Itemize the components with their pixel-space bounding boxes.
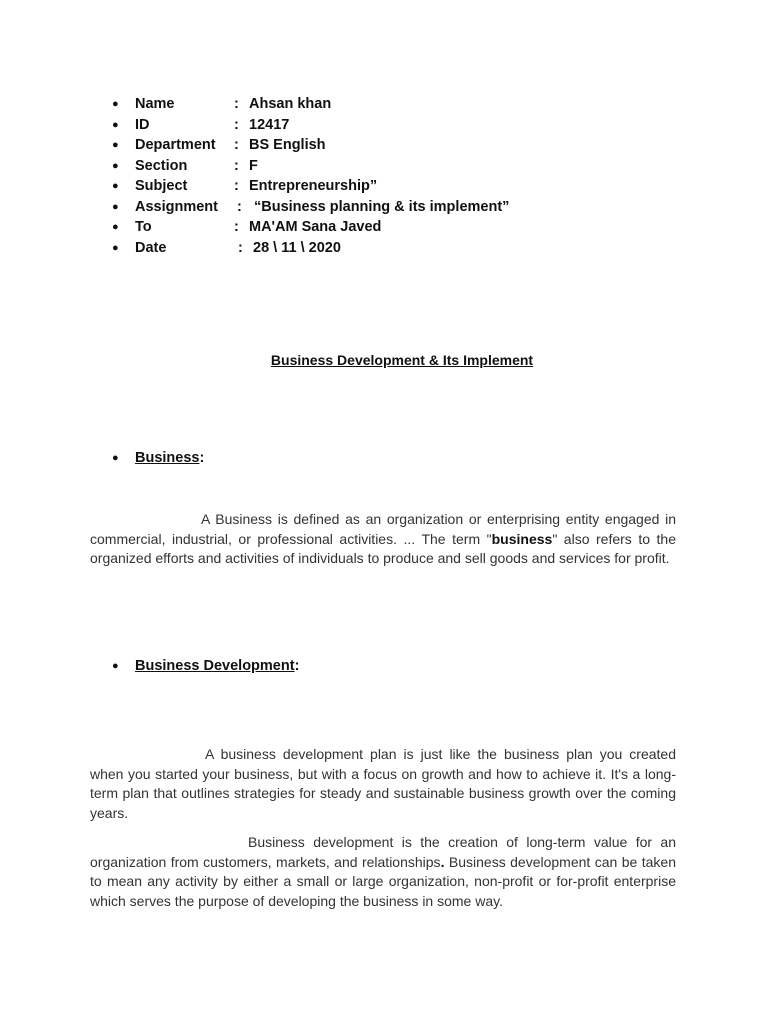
paragraph-text: A Business is defined as an organization or enterprising entity engaged in commercial, industrial, or professional activities. ... The term "	[90, 511, 676, 547]
section-heading-business	[112, 450, 204, 466]
info-label: Subject	[135, 178, 188, 194]
section-heading-business-development	[112, 658, 299, 674]
section-heading-text: Business Development	[135, 658, 295, 674]
info-value: Entrepreneurship”	[249, 178, 378, 194]
info-value: MA'AM Sana Javed	[249, 219, 382, 235]
document-title: Business Development & Its Implement	[270, 352, 534, 368]
info-label: Assignment	[135, 198, 218, 215]
paragraph-text: Business development can be taken to mean any activity by either a small or large organization, non-profit or for-profit enterprise which serves the purpose of developing the business in some way.	[90, 853, 676, 909]
info-label: Name	[135, 96, 175, 112]
bullet-icon: ●	[112, 180, 119, 192]
info-colon: :	[237, 198, 242, 215]
business-development-paragraph-1	[90, 745, 676, 823]
paragraph-text: Business development is the creation of long-term value for an organization from customers, markets, and relationships	[90, 834, 676, 870]
business-definition-paragraph	[90, 510, 676, 569]
info-label: To	[135, 219, 152, 235]
info-colon: :	[234, 178, 239, 194]
paragraph-text: A business development plan is just like the business plan you created when you started your business, but with a focus on growth and how to achieve it. It's a long-term plan that outlines strategies for steady and sustainable business growth over the coming years.	[90, 746, 676, 821]
info-colon: :	[234, 96, 239, 112]
info-value: “Business planning & its implement”	[254, 198, 510, 215]
business-development-paragraph-2	[90, 833, 676, 911]
info-label: Section	[135, 157, 188, 174]
bullet-icon: ●	[112, 200, 119, 213]
paragraph-bold-period: .	[440, 853, 445, 870]
info-colon: :	[234, 137, 239, 153]
section-heading-colon: :	[199, 450, 205, 466]
info-colon: :	[234, 157, 239, 174]
paragraph-text: " also refers to the organized efforts and activities of individuals to produce and sell goods and services for profit.	[90, 530, 676, 566]
info-value: 28 \ 11 \ 2020	[253, 239, 341, 256]
section-heading-text: Business	[135, 450, 200, 466]
info-value: F	[249, 157, 258, 174]
info-label: Department	[135, 137, 216, 153]
info-label: ID	[135, 116, 150, 133]
info-colon: :	[234, 116, 239, 133]
bullet-icon: ●	[112, 118, 119, 131]
bullet-icon: ●	[112, 221, 119, 233]
info-colon: :	[234, 219, 239, 235]
info-colon: :	[238, 239, 243, 256]
bullet-icon: ●	[112, 98, 119, 110]
bullet-icon: ●	[112, 241, 119, 254]
info-value: BS English	[249, 137, 326, 153]
bullet-icon: ●	[112, 660, 119, 672]
info-label: Date	[135, 239, 167, 256]
paragraph-bold-term: business	[491, 530, 553, 547]
bullet-icon: ●	[112, 159, 119, 172]
section-heading-colon: :	[294, 658, 300, 674]
info-value: 12417	[249, 116, 290, 133]
bullet-icon: ●	[112, 452, 119, 464]
info-value: Ahsan khan	[249, 96, 332, 112]
bullet-icon: ●	[112, 139, 119, 151]
